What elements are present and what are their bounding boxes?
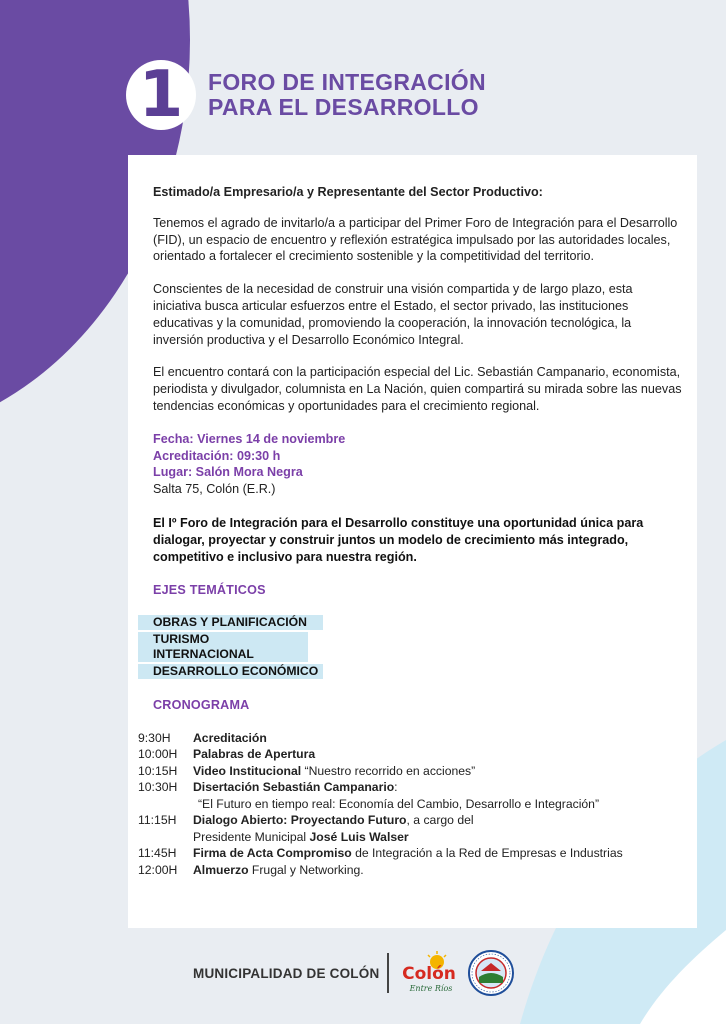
eje-item: TURISMO INTERNACIONAL xyxy=(138,632,308,662)
schedule-row: 12:00H Almuerzo Frugal y Networking. xyxy=(138,862,364,877)
page-title: FORO DE INTEGRACIÓN PARA EL DESARROLLO xyxy=(208,69,486,120)
paragraph-3: El encuentro contará con la participación especial del Lic. Sebastián Campanario, economista, periodista y divulgador, columnista en La Nación, quien compartirá su mirada sobre las nuevas tendencias económicas y oportunidades para el crecimiento regional. xyxy=(153,365,682,413)
event-venue: Lugar: Salón Mora Negra xyxy=(153,465,303,480)
schedule xyxy=(138,730,683,879)
schedule-activity: Almuerzo xyxy=(193,862,249,877)
schedule-row xyxy=(138,730,683,747)
schedule-time: 10:15H xyxy=(138,763,178,778)
footer-divider xyxy=(387,953,389,993)
schedule-activity: Video Institucional xyxy=(193,763,302,778)
schedule-row: 11:15H Dialogo Abierto: Proyectando Futuro, a cargo del xyxy=(138,813,474,828)
paragraph-2: Conscientes de la necesidad de construir una visión compartida y de largo plazo, esta iniciativa busca articular esfuerzos entre el Estado, el sector privado, las instituciones educativas y la comunidad, promoviendo la cooperación, la innovación tecnológica, la inversión productiva y el Desarrollo Económico Integral. xyxy=(153,282,633,347)
number-badge: 1 xyxy=(126,60,196,130)
eje-item: DESARROLLO ECONÓMICO xyxy=(138,664,323,679)
schedule-time: 10:30H xyxy=(138,780,178,795)
municipality-name: MUNICIPALIDAD DE COLÓN xyxy=(193,965,380,981)
schedule-row xyxy=(138,746,683,763)
event-address: Salta 75, Colón (E.R.) xyxy=(153,482,276,497)
event-accreditation: Acreditación: 09:30 h xyxy=(153,448,281,463)
schedule-time: 10:00H xyxy=(138,747,178,762)
schedule-time: 11:45H xyxy=(138,846,177,861)
cronograma-heading: CRONOGRAMA xyxy=(153,698,250,713)
event-info xyxy=(153,431,683,498)
ejes-list xyxy=(138,615,683,679)
schedule-activity: Acreditación xyxy=(193,730,267,745)
schedule-activity: Dialogo Abierto: Proyectando Futuro xyxy=(193,813,407,828)
schedule-row: 10:15H Video Institucional “Nuestro recorrido en acciones” xyxy=(138,763,476,778)
schedule-time: 9:30H xyxy=(138,730,171,745)
paragraph-1: Tenemos el agrado de invitarlo/a a participar del Primer Foro de Integración para el Desarrollo (FID), un espacio de encuentro y reflexión estratégica impulsado por las autoridades locales, orientado a fortalecer el crecimiento sostenible y la competitividad del territorio. xyxy=(153,215,678,264)
greeting: Estimado/a Empresario/a y Representante del Sector Productivo: xyxy=(153,185,543,199)
colon-logo-icon xyxy=(397,951,461,995)
logo-text: Colón xyxy=(402,964,457,984)
invitation-content xyxy=(138,184,683,878)
schedule-subtitle: “El Futuro en tiempo real: Economía del Cambio, Desarrollo e Integración” xyxy=(198,796,600,811)
logo-subtext: Entre Ríos xyxy=(410,984,453,993)
schedule-row: 11:45H Firma de Acta Compromiso de Integración a la Red de Empresas e Industrias xyxy=(138,846,623,861)
schedule-time: 12:00H xyxy=(138,862,178,877)
footer xyxy=(193,958,515,993)
schedule-activity: Firma de Acta Compromiso xyxy=(193,846,352,861)
page-header xyxy=(126,60,486,130)
schedule-activity: Palabras de Apertura xyxy=(193,747,316,762)
ejes-heading: EJES TEMÁTICOS xyxy=(153,583,266,598)
event-date: Fecha: Viernes 14 de noviembre xyxy=(153,431,346,446)
municipal-seal-icon xyxy=(467,949,515,997)
schedule-subtitle: Presidente Municipal José Luis Walser xyxy=(193,829,409,844)
schedule-activity: Disertación Sebastián Campanario xyxy=(193,780,395,795)
schedule-row: 10:30H Disertación Sebastián Campanario: xyxy=(138,780,398,795)
eje-item: OBRAS Y PLANIFICACIÓN xyxy=(138,615,323,630)
schedule-time: 11:15H xyxy=(138,813,177,828)
closing-statement: El Iº Foro de Integración para el Desarrollo constituye una oportunidad única para dialogar, proyectar y construir juntos un modelo de crecimiento más integrado, competitivo e inclusivo para nuestra región. xyxy=(153,515,644,564)
